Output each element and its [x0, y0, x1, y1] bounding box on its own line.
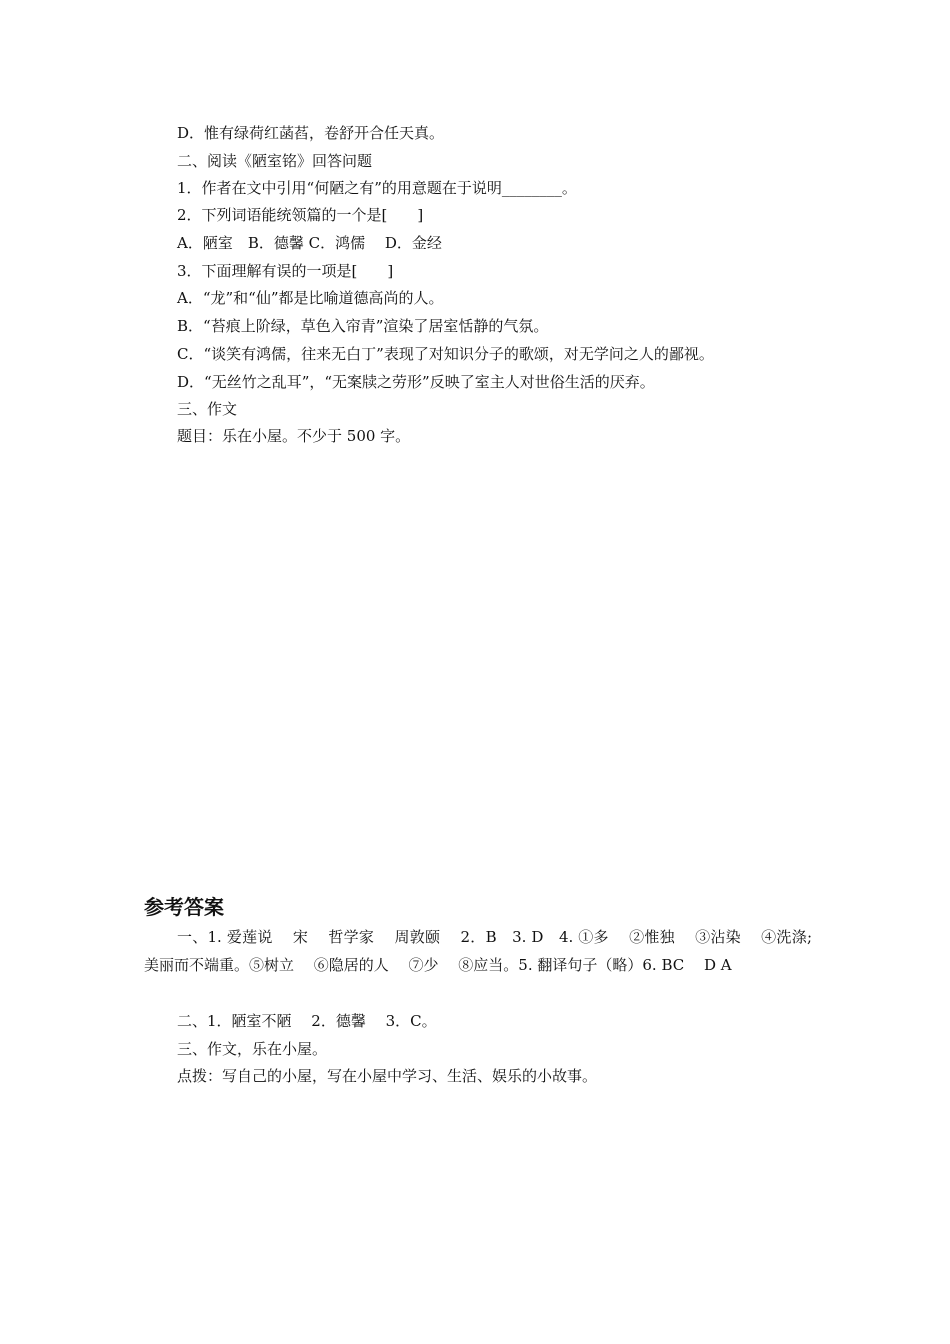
section-2-question-3-option-d: D．“无丝竹之乱耳”，“无案牍之劳形”反映了室主人对世俗生活的厌弃。 — [177, 373, 655, 391]
section-2-question-2: 2．下列词语能统领篇的一个是[ ] — [177, 206, 424, 224]
answers-tip: 点拨：写自己的小屋，写在小屋中学习、生活、娱乐的小故事。 — [177, 1067, 598, 1085]
section-2-question-2-options: A．陋室 B．德馨 C．鸿儒 D．金经 — [177, 234, 442, 252]
section-2-question-1: 1．作者在文中引用“何陋之有”的用意题在于说明________。 — [177, 179, 577, 197]
section-2-question-3-option-a: A．“龙”和“仙”都是比喻道德高尚的人。 — [177, 289, 444, 307]
section-2-title: 二、阅读《陋室铭》回答问题 — [177, 152, 373, 170]
section-2-question-3-option-b: B．“苔痕上阶绿，草色入帘青”渲染了居室恬静的气氛。 — [177, 317, 549, 335]
answers-part-3: 三、作文，乐在小屋。 — [177, 1040, 328, 1058]
section-3-title: 三、作文 — [177, 400, 238, 418]
section-2-question-3: 3．下面理解有误的一项是[ ] — [177, 262, 394, 280]
answers-part-1: 一、1. 爱莲说 宋 哲学家 周敦颐 2．B 3. D 4. ①多 ②惟独 ③沾染 ④洗涤; 美丽而不端重。⑤树立 ⑥隐居的人 ⑦少 ⑧应当。5. 翻译句子（略）6. BC D A — [144, 928, 812, 974]
q1-option-d: D．惟有绿荷红菡萏，卷舒开合任天真。 — [177, 124, 445, 142]
answers-heading: 参考答案 — [144, 895, 224, 919]
section-2-question-3-option-c: C．“谈笑有鸿儒，往来无白丁”表现了对知识分子的歌颂，对无学问之人的鄙视。 — [177, 345, 714, 363]
answers-part-2: 二、1．陋室不陋 2．德馨 3．C。 — [177, 1012, 437, 1030]
essay-prompt: 题目：乐在小屋。不少于 500 字。 — [177, 427, 411, 445]
